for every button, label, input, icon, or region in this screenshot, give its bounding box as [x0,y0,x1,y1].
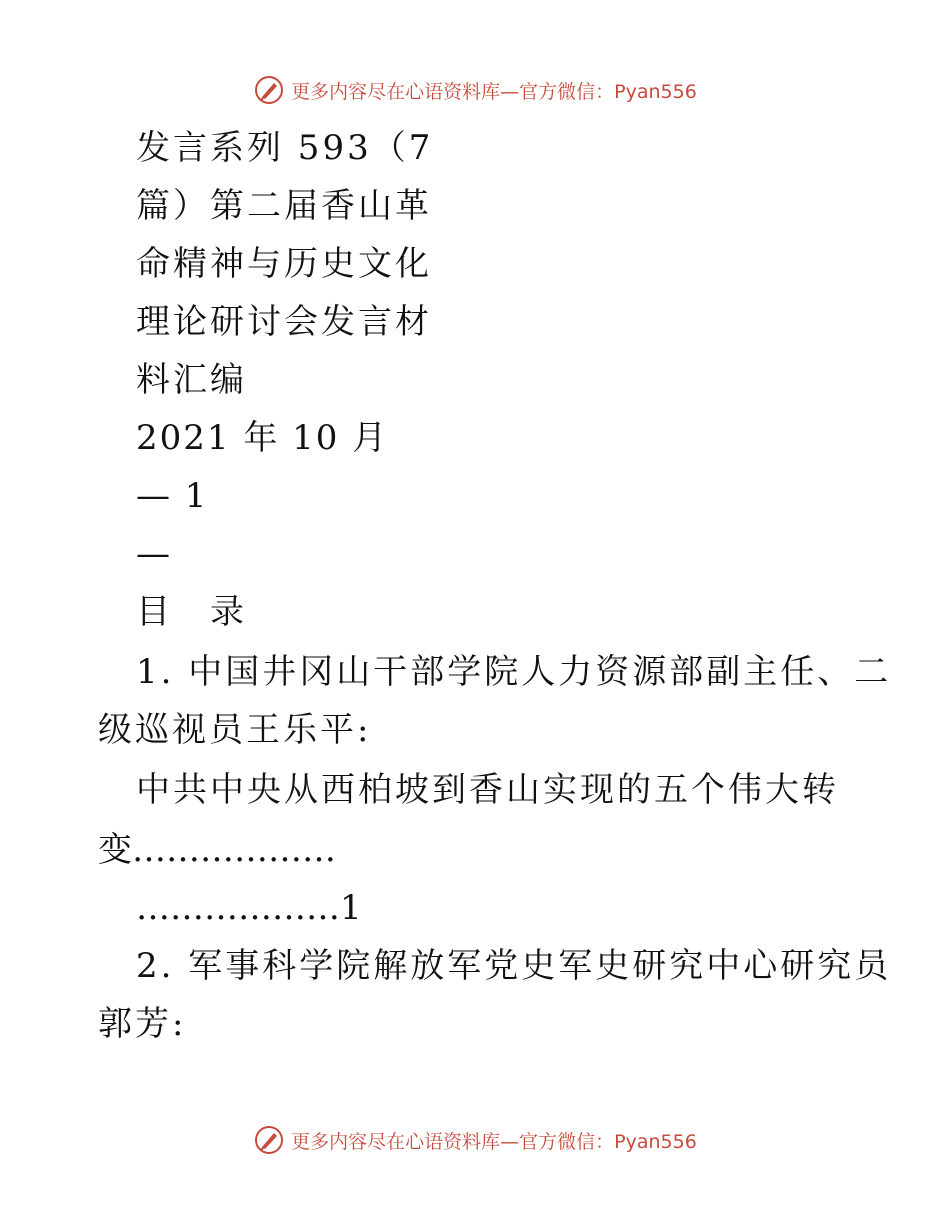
doc-title-line-3: 命精神与历史文化 [136,244,432,284]
toc-heading-part-a: 目 [136,592,170,632]
toc-heading-part-b: 录 [210,592,244,632]
page-marker-bottom: — [136,534,174,574]
toc-entry-1-line-2: 级巡视员王乐平: [98,710,372,750]
watermark-text: 更多内容尽在心语资料库—官方微信：Pyan556 [291,1130,697,1153]
watermark-footer [0,1120,950,1160]
doc-title-line-1: 发言系列 593（7 [136,128,434,168]
toc-entry-1-title-line-2: 变……………… [98,830,336,870]
toc-entry-1-line-1: 1. 中国井冈山干部学院人力资源部副主任、二 [136,652,892,692]
toc-heading [136,592,244,632]
doc-title-line-2: 篇）第二届香山革 [136,186,432,226]
quill-logo-icon [253,1124,285,1156]
doc-title-line-5: 料汇编 [136,360,247,400]
doc-title-line-4: 理论研讨会发言材 [136,302,432,342]
doc-date: 2021 年 10 月 [136,418,389,458]
toc-entry-2-line-1: 2. 军事科学院解放军党史军史研究中心研究员 [136,946,892,986]
watermark-text: 更多内容尽在心语资料库—官方微信：Pyan556 [291,80,697,103]
toc-entry-1-page-ref: ………………1 [136,888,362,928]
page-marker-top: — 1 [136,476,209,516]
toc-entry-2-line-2: 郭芳: [98,1004,187,1044]
toc-entry-1-title-line-1: 中共中央从西柏坡到香山实现的五个伟大转 [136,770,839,810]
